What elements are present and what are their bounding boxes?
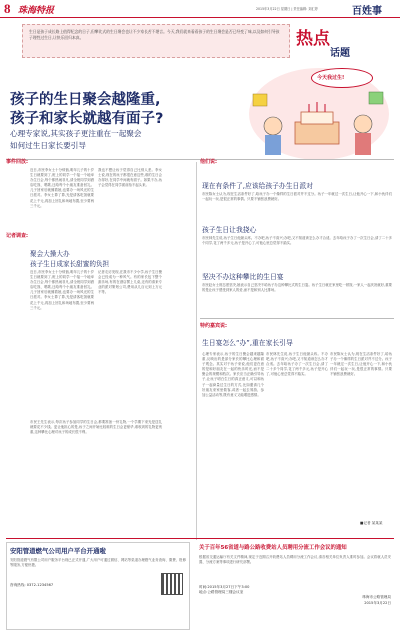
headline-line-2: 孩子和家长就越有面子? — [10, 111, 164, 127]
date-line: 2015年3月22日 星期日 | 责任编辑: 刘汇婷 — [256, 7, 318, 11]
expert-label: 特约嘉宾说: — [200, 323, 228, 329]
intro-banner — [22, 24, 290, 58]
right-text-3: 市民赵女士则态度坚决,她表示自己坚决不给孩子办这种攀比式的生日宴。孩子生日就在家里吃一顿饭,一家人一起庆祝就好,重要的是让孩子感受到家人的爱,而不是和别人比排场。 — [202, 283, 392, 293]
left-story-title-1: 聚会大操大办 — [30, 250, 70, 258]
masthead-rule — [0, 17, 400, 18]
case-text-col1: 近日,市民李女士十分烦恼,明年儿子的十岁生日就要到了,班上的同学一个接一个地举办生日会,每个都热闹非凡,请全班同学到酒店吃饭、唱歌,还给每个小朋友准备回礼。儿子回家后就缠着她,也要办一场风光的生日派对。李女士算了算,光是请客吃饭就要花上千元,再加上回礼和场地布置,至少要两三千元。 — [30, 168, 94, 208]
reporter-label: 记者调查: — [6, 233, 28, 239]
left-ad-text: 安阳管道燃气有限公司用户服务平台现已正式开通,广大用户可通过微信、网站等渠道办理燃气业务查询、缴费、报修等服务,方便快捷。 — [10, 558, 186, 568]
headline-line-1: 孩子的生日聚会越隆重, — [10, 92, 161, 108]
right-text-1: 市民陈女士认为,现在生活条件好了,给孩子办一个像样的生日派对并不过分。孩子一年就过一次生日,让他开心一下,和小伙伴们一起玩一玩,是很正常的事情。只要不铺张浪费就好。 — [202, 192, 392, 202]
right-ad-place: 地点:公路管理局三楼会议室 — [199, 590, 244, 595]
speech-bubble-text: 今天我过生! — [317, 75, 345, 81]
right-title-2: 孩子生日让我挠心 — [202, 226, 257, 234]
subheadline-2: 如何过生日家长要引导 — [10, 141, 86, 150]
subheadline-1: 心理专家说,其实孩子更注重在一起聚会 — [10, 129, 142, 138]
hot-topic-sub: 话题 — [330, 48, 350, 59]
hot-topic-tag — [296, 24, 368, 60]
right-ad-date: 2015年3月22日 — [364, 600, 391, 605]
left-story-col1: 近日,市民李女士十分烦恼,明年儿子的十岁生日就要到了,班上的同学一个接一个地举办生日会,每个都热闹非凡,请全班同学到酒店吃饭、唱歌,还给每个小朋友准备回礼。儿子回家后就缠着她,也要办一场风光的生日派对。李女士算了算,光是请客吃饭就要花上千元,再加上回礼和场地布置,至少要两三千元。 — [30, 270, 94, 310]
page-number: 8 — [4, 1, 11, 16]
case-label: 事件回放: — [6, 159, 28, 165]
byline: ■记者 某某某 — [360, 521, 383, 525]
right-ad-time: 时间:2015年3月27日下午3:00 — [199, 585, 250, 589]
left-story-col3: 市民王先生表示,每次孩子参加同学的生日会,都要准备一份礼物,一个学期下来光是送礼就要花不少钱。更让他担心的是,孩子之间开始比较谁的生日会更豪华,谁收到的礼物更贵重,这种攀比心理对孩子的成长很不利。 — [30, 420, 162, 435]
right-ad — [196, 542, 394, 630]
right-text-4-col3: 市民陈女士认为,现在生活条件好了,给孩子办一个像样的生日派对并不过分。孩子一年就过一次生日,让他开心一下,和小伙伴们一起玩一玩,是很正常的事情。只要不铺张浪费就好。 — [330, 352, 392, 377]
right-title-4: 生日宴怎么“办”,重在家长引导 — [202, 339, 293, 347]
view-label: 他们说: — [200, 159, 217, 165]
left-story-title-2: 孩子生日成家长甜蜜的负担 — [30, 260, 110, 268]
right-ad-text: 根据省交通运输厅有关文件精神,现定于近期召开收费站人员聘用分流工作会议,请各相关单位负责人准时参加。会议将就人员安置、分流方案等事项进行研究部署。 — [199, 555, 391, 565]
left-story-col2: 记者走访发现,在我市不少小学,孩子生日聚会已经成为一种风气。有的家长包下整个游乐场,有的在酒店摆上几桌,还有的请来专业的派对策划公司,费用从几百元到上万元不等。 — [98, 270, 162, 295]
qr-code — [161, 573, 183, 595]
right-text-4-col1: 心理专家表示,孩子的生日聚会越来越隆重,反映出的是部分家长的攀比心理和面子观念。其实对于孩子来说,他们更在意的是和好朋友在一起的快乐时光,而不是聚会的规模和档次。家长应当正确引导孩子,让孩子明白生日的真正意义,可以和孩子一起商量过生日的方式,比如邀请几个好朋友来家里做客,或者一起去郊游、参加公益活动等,既有意义又能增进感情。 — [202, 352, 264, 397]
right-text-4-col2: 市民林先生说,孩子生日他最头疼。不办吧,孩子不高兴;办吧,又不知道该怎么办才合适。去年给孩子办了一次生日会,请了二十多个同学,花了两千多元,孩子是开心了,可他心里总觉得不踏实。 — [266, 352, 328, 377]
right-ad-title: 关于百年56省道与路公路收费站人员聘用分流工作会议的通知 — [199, 545, 347, 551]
right-title-3: 坚决不办这种攀比的生日宴 — [202, 273, 284, 281]
right-text-2: 市民林先生说,孩子生日他最头疼。不办吧,孩子不高兴;办吧,又不知道该怎么办才合适。去年给孩子办了一次生日会,请了二十多个同学,花了两千多元,孩子是开心了,可他心里总觉得不踏实。 — [202, 236, 392, 246]
left-ad-title: 安阳管道燃气公司用户平台开通啦 — [10, 547, 106, 555]
cartoon-illustration — [245, 64, 393, 164]
paper-name: 珠海特报 — [18, 6, 55, 16]
left-ad — [6, 542, 190, 630]
hot-topic-main: 热点 — [296, 29, 330, 49]
intro-text: 生日是孩子成长路上值得纪念的日子,但攀比式的生日聚会也让不少家长苦不堪言。今天,我们就来看看孩子的生日聚会是否已经变了味,以及如何引导孩子理性过生日,让快乐回归本真。 — [29, 29, 280, 40]
left-ad-hotline: 咨询热线: 0372-1234567 — [10, 583, 54, 587]
ads-top-rule — [6, 538, 394, 539]
section-name: 百姓事 — [352, 6, 382, 17]
right-ad-sign: 珠海市公路管理局 — [362, 595, 391, 600]
case-text-col2: 我也不想让孩子觉得自己比别人差。李女士说,现在的孩子都很在意这些,谁的生日会办得好,在同学中间就有面子。如果不办,孩子会觉得在同学面前抬不起头来。 — [98, 168, 162, 188]
masthead — [0, 0, 400, 20]
right-title-1: 现在有条件了,应该给孩子办生日派对 — [202, 182, 313, 190]
